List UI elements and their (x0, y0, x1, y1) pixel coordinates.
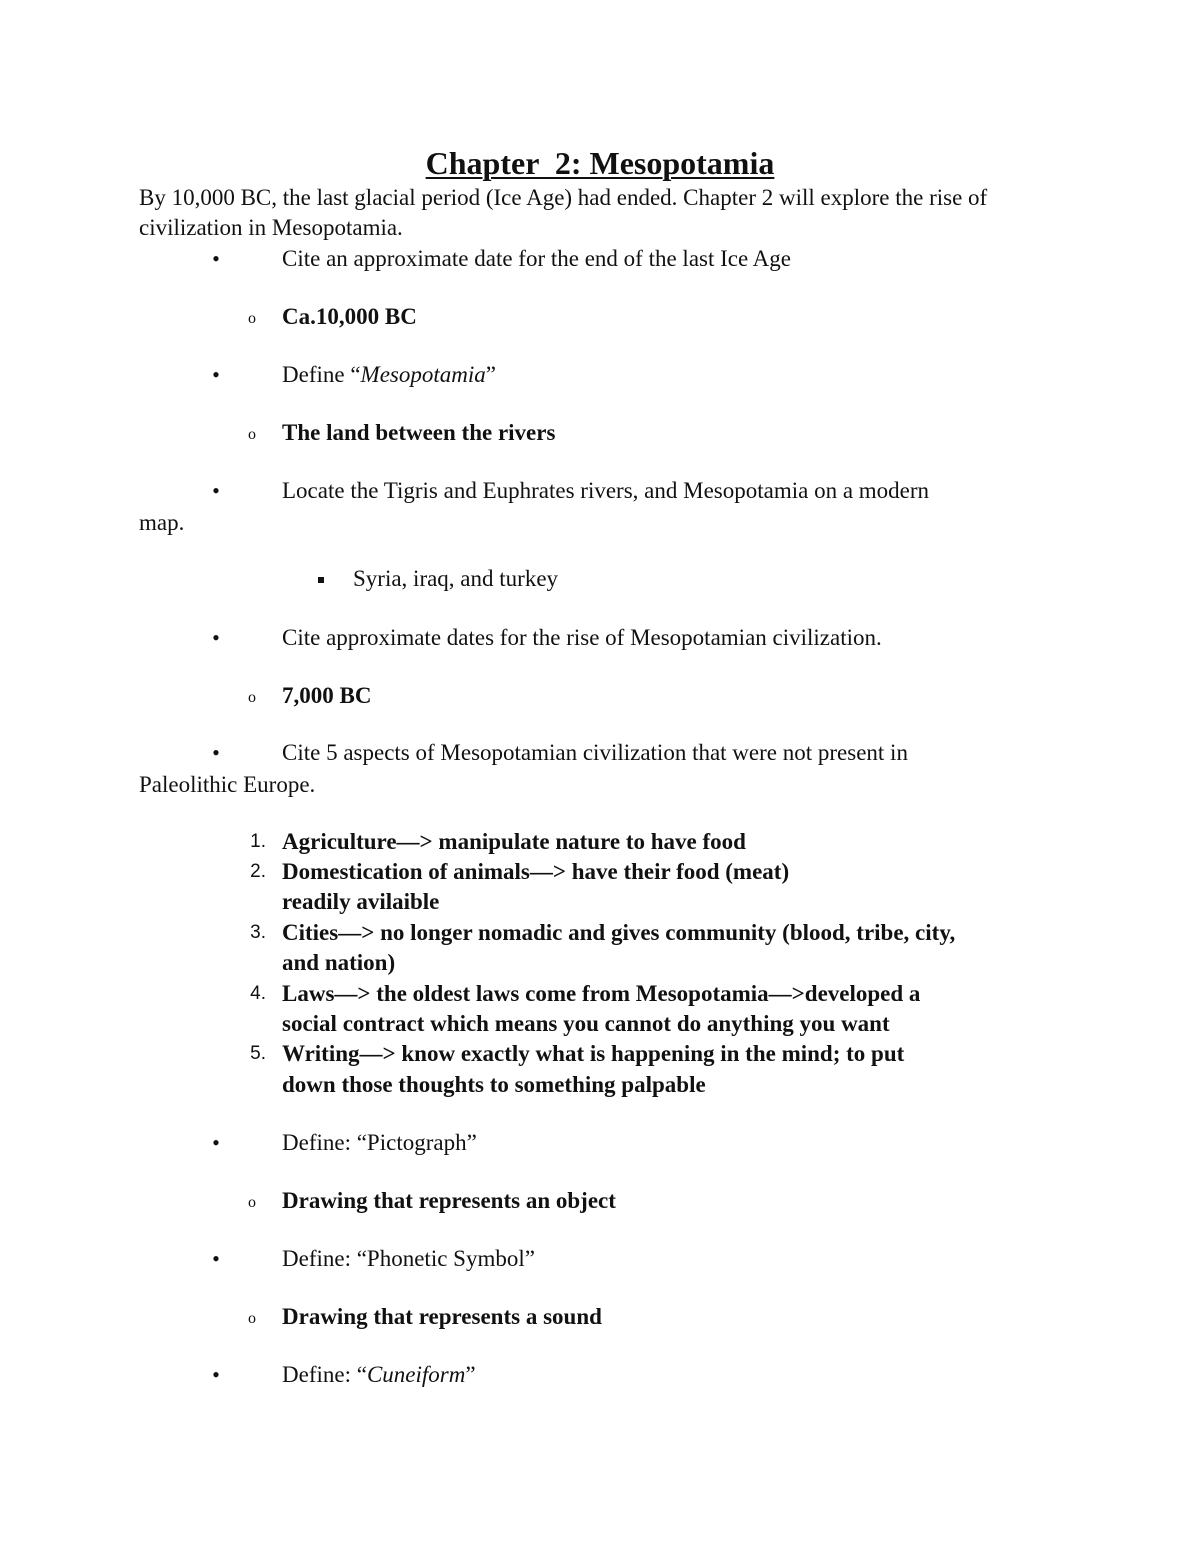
answer-4: 7,000 BC (282, 683, 372, 708)
list-item-2-line-1: Domestication of animals—> have their food (meat) (282, 859, 790, 884)
question-3-line-1: Locate the Tigris and Euphrates rivers, and Mesopotamia on a modern (282, 478, 930, 503)
list-item-5-line-1: Writing—> know exactly what is happening in the mind; to put (282, 1041, 905, 1066)
sub-bullet-icon: o (248, 689, 256, 706)
question-7: Define: “Phonetic Symbol” (282, 1246, 535, 1271)
question-2-prefix: Define “ (282, 362, 361, 387)
answer-1: Ca.10,000 BC (282, 304, 417, 329)
bullet-icon: • (212, 1246, 220, 1271)
list-item-number: 1. (250, 831, 266, 852)
list-item-4-line-1: Laws—> the oldest laws come from Mesopotamia—>developed a (282, 981, 921, 1006)
sub-bullet-icon: o (248, 1310, 256, 1327)
page-title: Chapter 2: Mesopotamia (425, 145, 775, 181)
list-item-number: 5. (250, 1043, 266, 1064)
question-2 (282, 360, 496, 390)
bullet-icon: • (212, 625, 220, 650)
list-item-5-line-2: down those thoughts to something palpable (282, 1072, 706, 1097)
list-item-4-line-2: social contract which means you cannot do anything you want (282, 1011, 890, 1036)
bullet-icon: • (212, 246, 220, 271)
question-5-line-2: Paleolithic Europe. (139, 772, 316, 797)
square-bullet-icon (318, 577, 324, 583)
list-item-number: 2. (250, 861, 266, 882)
sub-bullet-icon: o (248, 426, 256, 443)
question-2-term: Mesopotamia (360, 362, 486, 387)
intro-paragraph: By 10,000 BC, the last glacial period (Ice Age) had ended. Chapter 2 will explore the rise of civilization in Mesopotamia. (139, 185, 988, 240)
question-8 (282, 1360, 476, 1390)
list-item-number: 4. (250, 983, 266, 1004)
answer-2: The land between the rivers (282, 420, 556, 445)
question-6: Define: “Pictograph” (282, 1130, 477, 1155)
question-1: Cite an approximate date for the end of the last Ice Age (282, 246, 791, 271)
bullet-icon: • (212, 740, 220, 765)
question-8-term: Cuneiform (366, 1362, 466, 1387)
question-4: Cite approximate dates for the rise of Mesopotamian civilization. (282, 625, 882, 650)
answer-7: Drawing that represents a sound (282, 1304, 602, 1329)
question-3-line-2: map. (139, 510, 185, 535)
question-5-line-1: Cite 5 aspects of Mesopotamian civilization that were not present in (282, 740, 908, 765)
list-item-3-line-1: Cities—> no longer nomadic and gives community (blood, tribe, city, (282, 920, 956, 945)
question-2-suffix: ” (485, 362, 496, 387)
list-item-3-line-2: and nation) (282, 950, 396, 975)
bullet-icon: • (212, 478, 220, 503)
bullet-icon: • (212, 1362, 220, 1387)
list-item-1-line-1: Agriculture—> manipulate nature to have food (282, 829, 746, 854)
list-item-2-line-2: readily avilaible (282, 889, 440, 914)
question-8-suffix: ” (465, 1362, 476, 1387)
list-item-number: 3. (250, 922, 266, 943)
sub-bullet-icon: o (248, 310, 256, 327)
bullet-icon: • (212, 1130, 220, 1155)
answer-3: Syria, iraq, and turkey (353, 566, 559, 591)
bullet-icon: • (212, 362, 220, 387)
question-8-prefix: Define: “ (282, 1362, 367, 1387)
answer-6: Drawing that represents an object (282, 1188, 616, 1213)
sub-bullet-icon: o (248, 1194, 256, 1211)
